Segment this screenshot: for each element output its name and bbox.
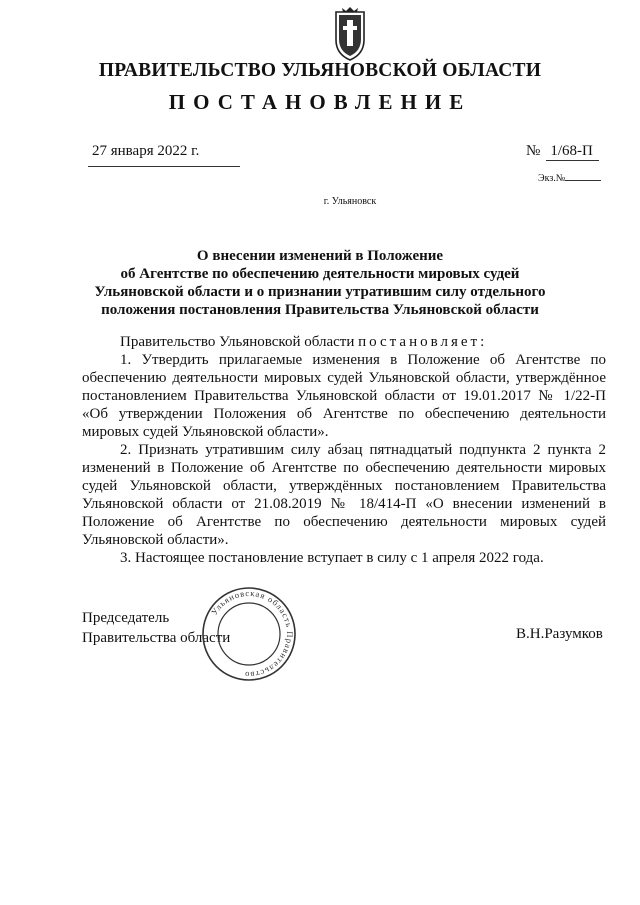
- subject-line: об Агентстве по обеспечению деятельности мировых судей: [120, 266, 520, 282]
- copy-label: Экз.№: [538, 173, 566, 184]
- subject-line: Ульяновской области и о признании утратившим силу отдельного: [94, 284, 546, 300]
- document-body: [82, 333, 606, 567]
- number-value: 1/68-П: [546, 143, 599, 161]
- preamble-start: Правительство Ульяновской области: [120, 334, 355, 350]
- document-number: [526, 143, 599, 161]
- stamp-text: Ульяновская область Правительство: [208, 587, 296, 681]
- preamble: [82, 333, 606, 351]
- document-kind-title: ПОСТАНОВЛЕНИЕ: [168, 90, 472, 114]
- copy-number: [538, 173, 601, 184]
- organization-title: ПРАВИТЕЛЬСТВО УЛЬЯНОВСКОЙ ОБЛАСТИ: [98, 60, 542, 81]
- preamble-verb: постановляет:: [358, 334, 488, 350]
- signer-title-line: Правительства области: [82, 630, 231, 646]
- city-name: г. Ульяновск: [323, 196, 377, 207]
- signer-title-line: Председатель: [82, 610, 170, 626]
- subject-line: положения постановления Правительства Ульяновской области: [101, 302, 539, 318]
- date-underline: [88, 166, 240, 167]
- number-sign: №: [526, 143, 541, 159]
- signer-name: В.Н.Разумков: [516, 626, 603, 642]
- paragraph-2: 2. Признать утратившим силу абзац пятнадцатый подпункта 2 пункта 2 изменений в Положение об Агентстве по обеспечению деятельности мировых судей Ульяновской области, утверждённых постановлением Правительства Ульяновской области от 21.08.2019 № 18/414-П «О внесении изменений в Положение об Агентстве по обеспечению деятельности мировых судей Ульяновской области».: [82, 442, 606, 548]
- document-date: 27 января 2022 г.: [92, 143, 200, 159]
- coat-of-arms-icon: [330, 6, 370, 62]
- paragraph-1: 1. Утвердить прилагаемые изменения в Положение об Агентстве по обеспечению деятельности мировых судей Ульяновской области, утверждённое постановлением Правительства Ульяновской области от 19.01.2017 № 1/22-П «Об утверждении Положения об Агентстве по обеспечению деятельности мировых судей Ульяновской области».: [82, 352, 606, 440]
- copy-number-line: [565, 180, 601, 181]
- paragraph-3: 3. Настоящее постановление вступает в силу с 1 апреля 2022 года.: [120, 550, 544, 566]
- official-stamp-icon: [200, 585, 298, 683]
- document-subject: [70, 247, 570, 319]
- subject-line: О внесении изменений в Положение: [196, 248, 444, 264]
